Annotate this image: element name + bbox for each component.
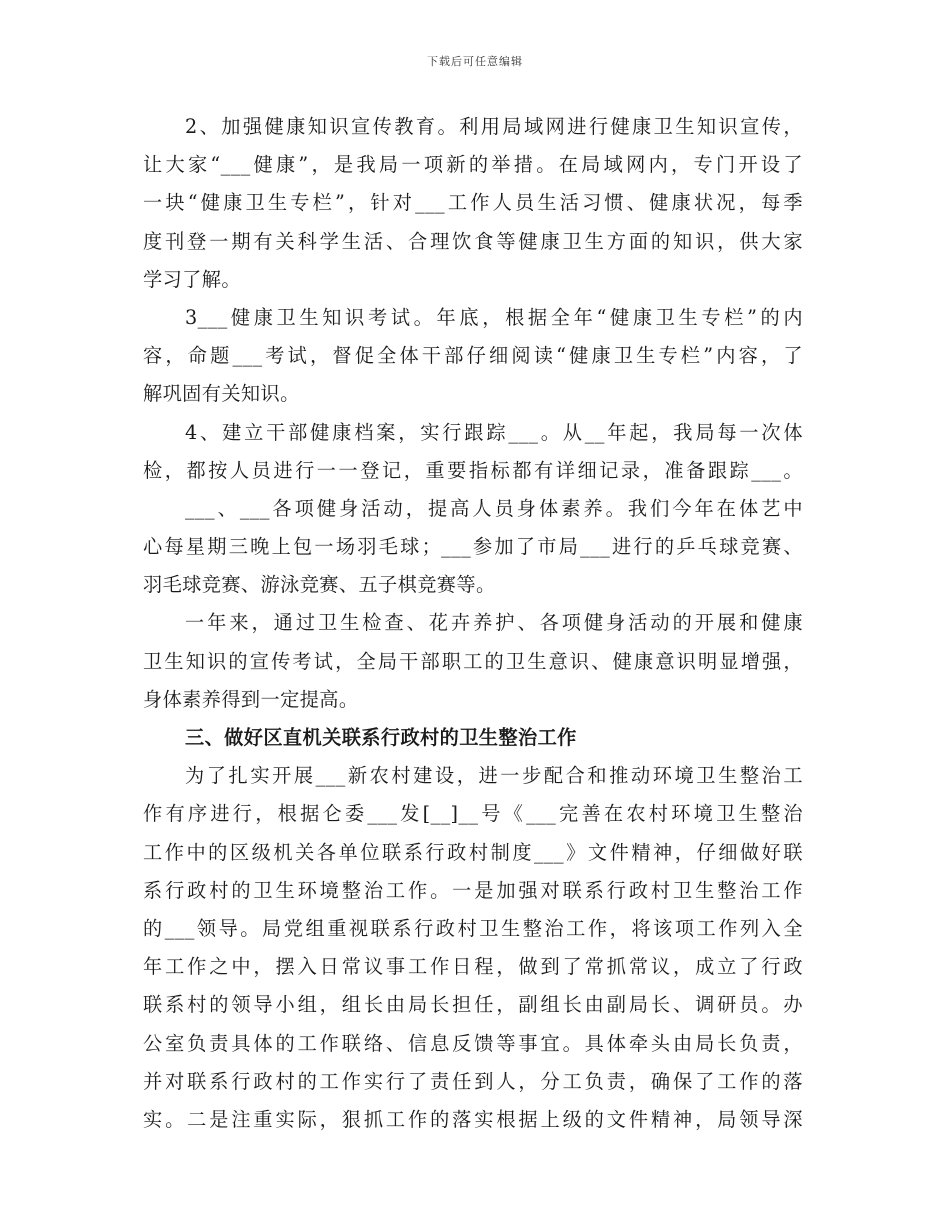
text-line: 为了扎实开展___新农村建设，进一步配合和推动环境卫生整治工 — [185, 764, 803, 788]
text-line: 羽毛球竞赛、游泳竞赛、五子棋竞赛等。 — [143, 573, 496, 597]
text-line: 卫生知识的宣传考试，全局干部职工的卫生意识、健康意识明显增强， — [143, 649, 803, 673]
text-line: 度刊登一期有关科学生活、合理饮食等健康卫生方面的知识，供大家 — [143, 229, 803, 253]
text-line: 一年来，通过卫生检查、花卉养护、各项健身活动的开展和健康 — [185, 611, 803, 635]
text-line: 心每星期三晚上包一场羽毛球；___参加了市局___进行的乒乓球竞赛、 — [143, 535, 803, 559]
text-line: 4、建立干部健康档案，实行跟踪___。从__年起，我局每一次体 — [185, 420, 803, 444]
text-line: 并对联系行政村的工作实行了责任到人，分工负责，确保了工作的落 — [143, 1069, 803, 1093]
text-line: 容，命题___考试，督促全体干部仔细阅读“健康卫生专栏”内容，了 — [143, 344, 803, 368]
text-line: 解巩固有关知识。 — [143, 382, 300, 406]
text-line: 实。二是注重实际，狠抓工作的落实根据上级的文件精神，局领导深 — [143, 1107, 803, 1131]
section-heading: 三、做好区直机关联系行政村的卫生整治工作 — [185, 726, 577, 749]
text-line: 2、加强健康知识宣传教育。利用局域网进行健康卫生知识宣传， — [185, 115, 803, 138]
text-line: 3___健康卫生知识考试。年底，根据全年“健康卫生专栏”的内 — [185, 305, 803, 329]
text-line: 联系村的领导小组，组长由局长担任，副组长由副局长、调研员。办 — [143, 993, 803, 1017]
text-line: ___、___各项健身活动，提高人员身体素养。我们今年在体艺中 — [185, 496, 803, 520]
text-line: 一块“健康卫生专栏”，针对___工作人员生活习惯、健康状况，每季 — [143, 191, 803, 215]
text-line: 年工作之中，摆入日常议事工作日程，做到了常抓常议，成立了行政 — [143, 955, 803, 979]
text-line: 公室负责具体的工作联络、信息反馈等事宜。具体牵头由局长负责， — [143, 1031, 803, 1055]
text-line: 工作中的区级机关各单位联系行政村制度___》文件精神，仔细做好联 — [143, 840, 803, 864]
text-line: 检，都按人员进行一一登记，重要指标都有详细记录，准备跟踪___。 — [143, 458, 803, 482]
text-line: 作有序进行，根据仑委___发[__]__号《___完善在农村环境卫生整治 — [143, 802, 803, 826]
text-line: 学习了解。 — [143, 267, 241, 291]
document-body — [143, 108, 803, 1139]
text-line: 系行政村的卫生环境整治工作。一是加强对联系行政村卫生整治工作 — [143, 878, 803, 902]
text-line: 身体素养得到一定提高。 — [143, 687, 359, 711]
page-header-note: 下载后可任意编辑 — [427, 55, 523, 68]
text-line: 的___领导。局党组重视联系行政村卫生整治工作，将该项工作列入全 — [143, 916, 803, 940]
text-line: 让大家“___健康”，是我局一项新的举措。在局域网内，专门开设了 — [143, 153, 803, 177]
